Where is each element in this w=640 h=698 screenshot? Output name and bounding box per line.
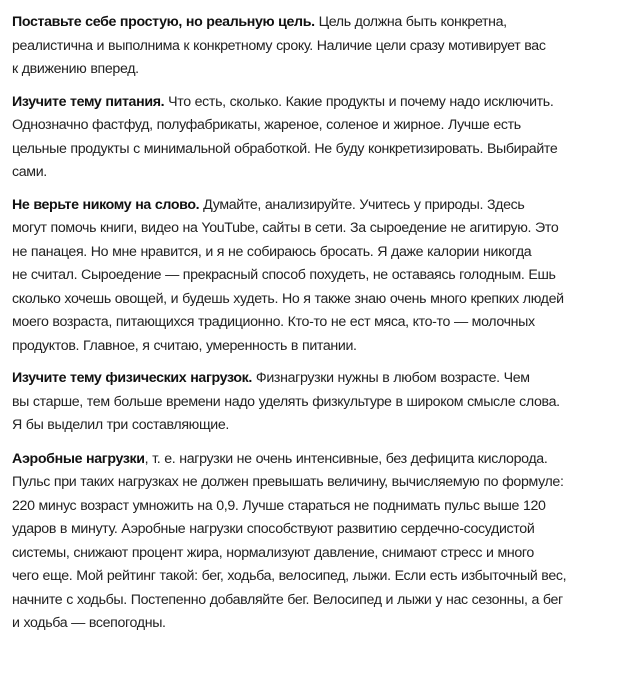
paragraph-lead: Изучите тему физических нагрузок. [12, 370, 253, 386]
paragraph-physical [12, 367, 632, 438]
paragraph-aerobic [12, 448, 632, 636]
article-body [12, 11, 632, 636]
paragraph-trust [12, 194, 632, 359]
paragraph-lead: Аэробные нагрузки [12, 450, 145, 467]
paragraph-text: Думайте, анализируйте. Учитесь у природы. Здесь могут помочь книги, видео на YouTube, сайты в сети. За сыроедение не агитирую. Это не панацея. Но мне нравится, и я не собираюсь бросать. Я даже калории никогда не считал. Сыроедение — прекрасный способ похудеть, не оставаясь голодным. Ешь сколько хочешь овощей, и будешь худеть. Но я также знаю очень много крепких людей моего возраста, питающихся традиционно. Кто-то не ест мяса, кто-то — молочных продуктов. Главное, я считаю, умеренность в питании. [12, 196, 564, 354]
paragraph-text: Физнагрузки нужны в любом возрасте. Чем вы старше, тем больше времени надо уделять физкультуре в широком смысле слова. Я бы выделил три составляющие. [12, 370, 560, 433]
paragraph-text: Цель должна быть конкретна, реалистична и выполнима к конкретному сроку. Наличие цели сразу мотивирует вас к движению вперед. [12, 14, 546, 77]
paragraph-goal [12, 11, 632, 82]
paragraph-text: Что есть, сколько. Какие продукты и почему надо исключить. Однозначно фастфуд, полуфабрикаты, жареное, соленое и жирное. Лучше есть цельные продукты с минимальной обработкой. Не буду конкретизировать. Выбирайте сами. [12, 93, 558, 180]
paragraph-lead: Не верьте никому на слово. [12, 196, 200, 213]
paragraph-lead: Изучите тему питания. [12, 93, 165, 110]
paragraph-lead: Поставьте себе простую, но реальную цель. [12, 14, 315, 30]
paragraph-nutrition [12, 91, 632, 185]
paragraph-text: , т. е. нагрузки не очень интенсивные, без дефицита кислорода. Пульс при таких нагрузках не должен превышать величину, вычисляемую по формуле: 220 минус возраст умножить на 0,9. Лучше стараться не поднимать пульс выше 120 ударов в минуту. Аэробные нагрузки способствуют развитию сердечно-сосудистой системы, снижают процент жира, нормализуют давление, снимают стресс и много чего еще. Мой рейтинг такой: бег, ходьба, велосипед, лыжи. Если есть избыточный вес, начните с ходьбы. Постепенно добавляйте бег. Велосипед и лыжи у нас сезонны, а бег и ходьба — всепогодны. [12, 450, 567, 631]
